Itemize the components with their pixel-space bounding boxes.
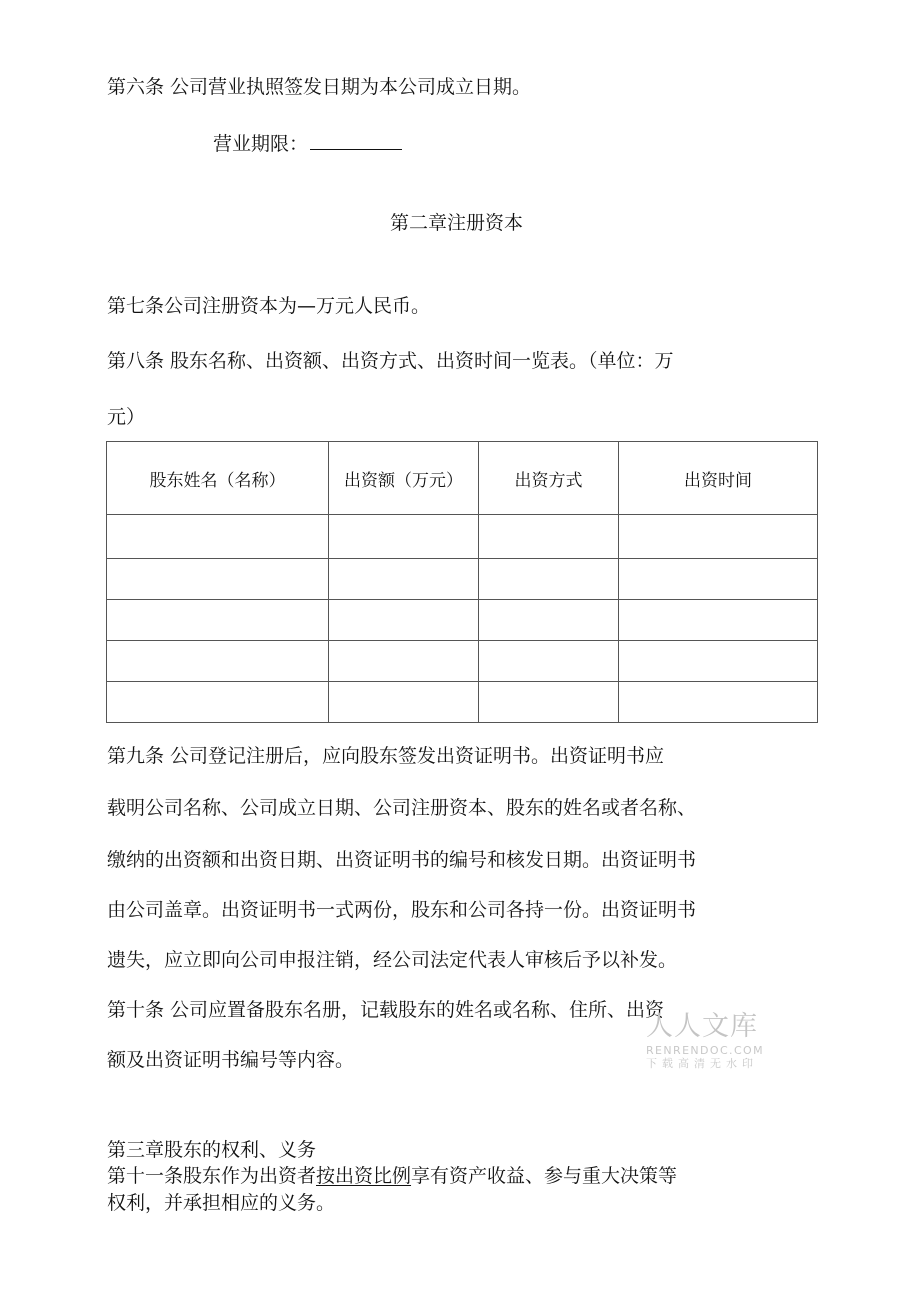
table-cell bbox=[329, 515, 479, 559]
table-cell bbox=[107, 641, 329, 682]
table-row bbox=[107, 515, 818, 559]
article-11-underlined: 按出资比例 bbox=[316, 1165, 412, 1187]
header-shareholder-name: 股东姓名（名称） bbox=[107, 442, 329, 515]
table-cell bbox=[479, 600, 619, 641]
article-8-line-2: 元） bbox=[107, 406, 146, 428]
article-9-line-1: 第九条 公司登记注册后，应向股东签发出资证明书。出资证明书应 bbox=[107, 745, 665, 767]
table-header-row bbox=[107, 442, 818, 515]
watermark-url: RENRENDOC.COM bbox=[646, 1044, 764, 1057]
article-11-line-1 bbox=[107, 1164, 677, 1188]
chapter-2-title: 第二章注册资本 bbox=[390, 212, 524, 234]
article-11-suffix: 享有资产收益、参与重大决策等 bbox=[411, 1165, 678, 1187]
table-cell bbox=[107, 559, 329, 600]
chapter-3-title: 第三章股东的权利、义务 bbox=[107, 1139, 317, 1161]
business-term-label: 营业期限： bbox=[213, 133, 309, 155]
business-term-blank bbox=[310, 135, 402, 150]
table-row bbox=[107, 641, 818, 682]
table-cell bbox=[329, 600, 479, 641]
table-cell bbox=[479, 641, 619, 682]
table-cell bbox=[619, 682, 818, 723]
table-cell bbox=[329, 682, 479, 723]
article-10-line-2: 额及出资证明书编号等内容。 bbox=[107, 1049, 355, 1071]
article-9-line-3: 缴纳的出资额和出资日期、出资证明书的编号和核发日期。出资证明书 bbox=[107, 849, 697, 871]
table-row bbox=[107, 600, 818, 641]
header-capital-method: 出资方式 bbox=[479, 442, 619, 515]
table-row bbox=[107, 682, 818, 723]
business-term bbox=[213, 132, 402, 156]
table-cell bbox=[479, 559, 619, 600]
article-9-line-4: 由公司盖章。出资证明书一式两份，股东和公司各持一份。出资证明书 bbox=[107, 899, 697, 921]
table-cell bbox=[479, 682, 619, 723]
table-cell bbox=[479, 515, 619, 559]
shareholder-table bbox=[106, 441, 818, 723]
table-cell bbox=[619, 641, 818, 682]
header-capital-time: 出资时间 bbox=[619, 442, 818, 515]
table-cell bbox=[107, 682, 329, 723]
table-cell bbox=[329, 641, 479, 682]
article-6: 第六条 公司营业执照签发日期为本公司成立日期。 bbox=[107, 76, 532, 98]
article-9-line-5: 遗失，应立即向公司申报注销，经公司法定代表人审核后予以补发。 bbox=[107, 949, 678, 971]
article-11-line-2: 权利，并承担相应的义务。 bbox=[107, 1192, 336, 1214]
article-8-line-1: 第八条 股东名称、出资额、出资方式、出资时间一览表。（单位：万 bbox=[107, 350, 674, 372]
watermark bbox=[646, 1012, 776, 1071]
table-cell bbox=[107, 600, 329, 641]
article-11-prefix: 第十一条股东作为出资者 bbox=[107, 1165, 317, 1187]
article-9-line-2: 载明公司名称、公司成立日期、公司注册资本、股东的姓名或者名称、 bbox=[107, 797, 697, 819]
header-capital-amount: 出资额（万元） bbox=[329, 442, 479, 515]
table-cell bbox=[619, 515, 818, 559]
watermark-tagline: 下载高清无水印 bbox=[646, 1057, 758, 1070]
article-7: 第七条公司注册资本为—万元人民币。 bbox=[107, 295, 431, 317]
table-row bbox=[107, 559, 818, 600]
article-10-line-1: 第十条 公司应置备股东名册，记载股东的姓名或名称、住所、出资 bbox=[107, 999, 665, 1021]
table-cell bbox=[329, 559, 479, 600]
table-cell bbox=[619, 559, 818, 600]
table-cell bbox=[107, 515, 329, 559]
table-cell bbox=[619, 600, 818, 641]
watermark-logo: 人人文库 bbox=[646, 1011, 758, 1042]
